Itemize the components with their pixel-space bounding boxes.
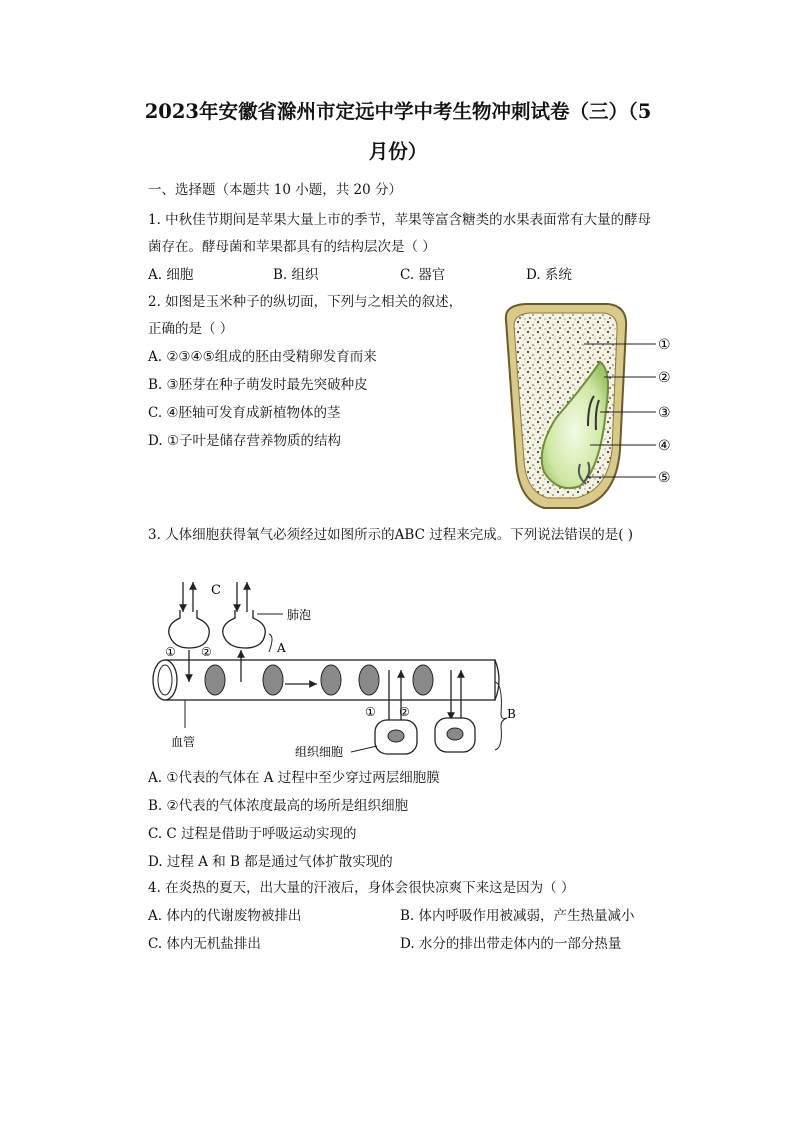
alveolus-left bbox=[169, 610, 210, 648]
q1-option-a: A. 细胞 bbox=[148, 267, 194, 283]
marker-top-1: ① bbox=[165, 645, 176, 659]
q3-option-c: C. C 过程是借助于呼吸运动实现的 bbox=[148, 826, 357, 842]
q2-option-a: A. ②③④⑤组成的胚由受精卵发育而来 bbox=[148, 349, 377, 365]
label-b: B bbox=[507, 707, 516, 721]
seed-label-4: ④ bbox=[658, 438, 671, 454]
q4-option-a: A. 体内的代谢废物被排出 bbox=[148, 908, 302, 924]
label-a: A bbox=[277, 641, 286, 655]
q2-stem-line1: 2. 如图是玉米种子的纵切面，下列与之相关的叙述， bbox=[148, 294, 463, 310]
marker-top-2: ② bbox=[201, 645, 212, 659]
q2-stem-line2: 正确的是（ ） bbox=[148, 321, 234, 337]
label-vessel: 血管 bbox=[171, 735, 196, 749]
label-tissue-cell: 组织细胞 bbox=[295, 745, 344, 759]
section-heading: 一、选择题（本题共 10 小题，共 20 分） bbox=[148, 182, 403, 198]
exam-title-line1: 2023年安徽省滁州市定远中学中考生物冲刺试卷（三）（5 bbox=[144, 100, 652, 123]
gas-exchange-figure bbox=[145, 570, 535, 765]
label-alveolus: 肺泡 bbox=[287, 608, 312, 622]
marker-bottom-2: ② bbox=[399, 705, 410, 719]
q2-option-d: D. ①子叶是储存营养物质的结构 bbox=[148, 433, 342, 449]
q4-stem: 4. 在炎热的夏天，出大量的汗液后，身体会很快凉爽下来这是因为（ ） bbox=[148, 880, 575, 896]
seed-label-2: ② bbox=[658, 370, 671, 386]
label-c: C bbox=[211, 583, 221, 598]
q4-option-d: D. 水分的排出带走体内的一部分热量 bbox=[400, 936, 622, 952]
marker-bottom-1: ① bbox=[365, 705, 376, 719]
seed-label-5: ⑤ bbox=[658, 470, 671, 486]
q3-option-b: B. ②代表的气体浓度最高的场所是组织细胞 bbox=[148, 798, 409, 814]
seed-label-3: ③ bbox=[658, 405, 671, 421]
q3-option-a: A. ①代表的气体在 A 过程中至少穿过两层细胞膜 bbox=[148, 770, 440, 786]
seed-label-1: ① bbox=[658, 337, 671, 353]
q3-stem: 3. 人体细胞获得氧气必须经过如图所示的ABC 过程来完成。下列说法错误的是( ) bbox=[148, 527, 634, 543]
alveolus-right bbox=[223, 610, 266, 648]
exam-title-line2: 月份） bbox=[368, 140, 428, 163]
q1-option-b: B. 组织 bbox=[273, 267, 319, 283]
q3-option-d: D. 过程 A 和 B 都是通过气体扩散实现的 bbox=[148, 854, 393, 870]
q1-option-d: D. 系统 bbox=[526, 267, 572, 283]
q4-option-b: B. 体内呼吸作用被减弱，产生热量减小 bbox=[400, 908, 635, 924]
q4-option-c: C. 体内无机盐排出 bbox=[148, 936, 261, 952]
q1-stem-line2: 菌存在。酵母菌和苹果都具有的结构层次是（ ） bbox=[148, 239, 436, 255]
q2-option-c: C. ④胚轴可发育成新植物体的茎 bbox=[148, 405, 341, 421]
corn-seed-figure bbox=[496, 300, 686, 512]
q2-option-b: B. ③胚芽在种子萌发时最先突破种皮 bbox=[148, 377, 368, 393]
q1-option-c: C. 器官 bbox=[400, 267, 446, 283]
q1-stem-line1: 1. 中秋佳节期间是苹果大量上市的季节，苹果等富含糖类的水果表面常有大量的酵母 bbox=[148, 212, 652, 228]
